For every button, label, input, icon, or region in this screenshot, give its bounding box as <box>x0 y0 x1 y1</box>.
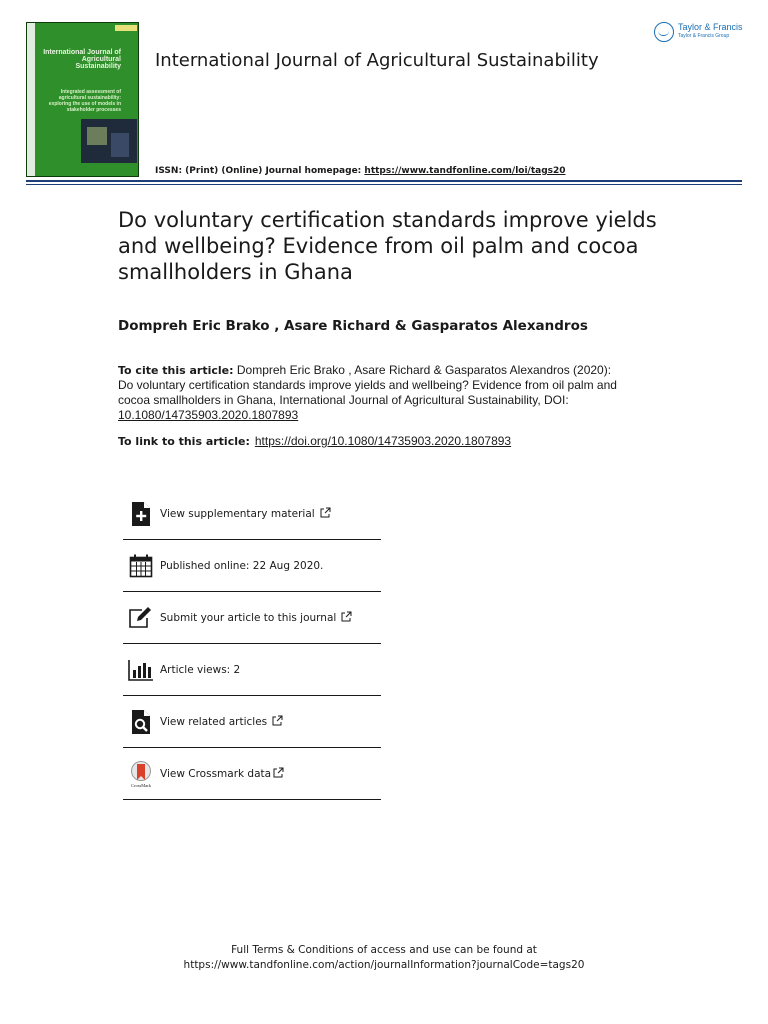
journal-cover <box>26 22 139 177</box>
publisher-name: Taylor & Francis <box>678 22 743 32</box>
calendar-icon <box>127 552 155 580</box>
pencil-edit-icon <box>127 604 155 632</box>
action-supplementary-material[interactable] <box>123 488 381 540</box>
action-article-views <box>123 644 381 696</box>
article-title: Do voluntary certification standards improve yields and wellbeing? Evidence from oil palm and cocoa smallholders in Ghana <box>118 208 657 284</box>
bar-chart-icon <box>127 656 155 684</box>
external-link-icon <box>272 715 283 729</box>
cite-doi-link[interactable]: 10.1080/14735903.2020.1807893 <box>118 408 299 422</box>
cover-photo-detail <box>111 133 129 157</box>
issn-text: ISSN: (Print) (Online) Journal homepage: <box>155 166 365 176</box>
action-label: View related articles <box>160 715 283 729</box>
action-label: Submit your article to this journal <box>160 611 352 625</box>
cover-photo-detail <box>87 127 107 145</box>
taylor-francis-icon <box>654 22 674 42</box>
journal-homepage-link[interactable]: https://www.tandfonline.com/loi/tags20 <box>364 166 566 176</box>
action-label: Published online: 22 Aug 2020. <box>160 559 324 572</box>
external-link-icon <box>273 767 284 781</box>
footer-line: Full Terms & Conditions of access and use can be found at <box>231 944 537 956</box>
cover-issue-tag <box>115 25 137 31</box>
external-link-icon <box>320 507 331 521</box>
link-label: To link to this article: <box>118 435 250 448</box>
publisher-logo[interactable] <box>654 22 743 42</box>
action-crossmark-data[interactable] <box>123 748 381 800</box>
journal-information-link[interactable]: https://www.tandfonline.com/action/journalInformation?journalCode=tags20 <box>183 959 585 971</box>
file-plus-icon <box>127 500 155 528</box>
publisher-group: Taylor & Francis Group <box>678 33 730 39</box>
action-label: Article views: 2 <box>160 663 241 676</box>
article-link-line <box>118 434 511 448</box>
action-submit-article[interactable] <box>123 592 381 644</box>
cite-label: To cite this article: <box>118 364 234 377</box>
action-related-articles[interactable] <box>123 696 381 748</box>
article-doi-link[interactable]: https://doi.org/10.1080/14735903.2020.1807893 <box>254 434 512 448</box>
terms-footer <box>0 943 768 973</box>
header-divider <box>26 180 742 182</box>
article-actions-list <box>123 488 381 800</box>
file-search-icon <box>127 708 155 736</box>
action-label: View supplementary material <box>160 507 331 521</box>
cover-subtitle: Integrated assessment of agricultural sustainability: exploring the use of models in stakeholder processes <box>48 89 121 113</box>
cover-strip <box>27 23 35 176</box>
action-label: View Crossmark data <box>160 767 284 781</box>
issn-line <box>155 166 566 176</box>
citation-block <box>118 363 618 423</box>
journal-title: International Journal of Agricultural Sustainability <box>155 50 599 71</box>
crossmark-icon <box>127 760 155 788</box>
cite-text: Dompreh Eric Brako , Asare Richard & Gasparatos Alexandros (2020): Do voluntary certification standards improve yields and wellbeing? Evidence from oil palm and cocoa smallholders in Ghana, International Journal of Agricultural Sustainability, DOI: <box>118 363 617 407</box>
external-link-icon <box>341 611 352 625</box>
article-authors: Dompreh Eric Brako , Asare Richard & Gasparatos Alexandros <box>118 318 588 334</box>
action-published-online <box>123 540 381 592</box>
header-divider-thin <box>26 184 742 185</box>
cover-title: International Journal of Agricultural Sustainability <box>43 49 121 70</box>
crossmark-caption: CrossMark <box>131 782 151 788</box>
